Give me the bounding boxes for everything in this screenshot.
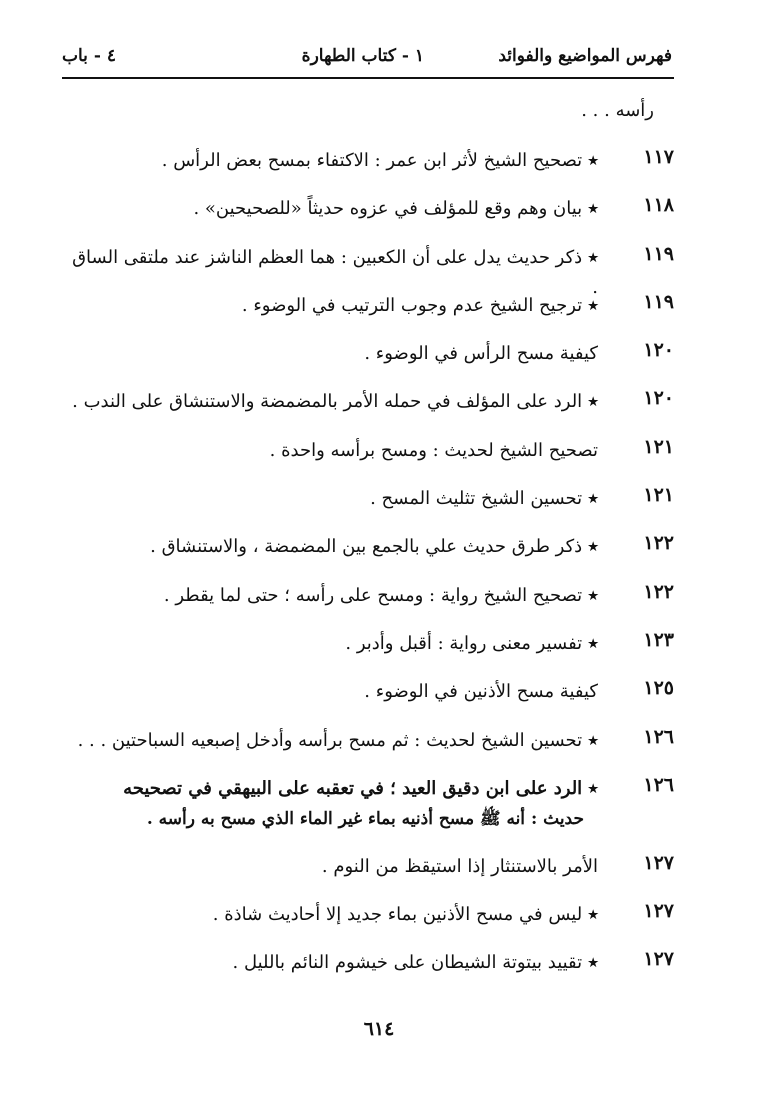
entry-text: ذكر طرق حديث علي بالجمع بين المضمضة ، والاستنشاق . xyxy=(150,536,583,558)
index-entry xyxy=(62,524,674,572)
entry-page-number: ١٢٥ xyxy=(643,677,674,700)
page-number: ٦١٤ xyxy=(363,1018,395,1040)
entry-text-block xyxy=(62,774,598,834)
entry-text: تصحيح الشيخ رواية : ومسح على رأسه ؛ حتى لما يقطر . xyxy=(163,584,583,606)
star-icon: ٭ xyxy=(588,777,598,799)
star-icon: ٭ xyxy=(588,584,598,606)
entry-text: الرد على المؤلف في حمله الأمر بالمضمضة والاستنشاق على الندب . xyxy=(72,391,583,413)
entry-text-block xyxy=(62,194,598,224)
entry-text-block xyxy=(62,291,598,321)
entry-text-block xyxy=(62,532,598,562)
entry-text: تصحيح الشيخ لأثر ابن عمر : الاكتفاء بمسح بعض الرأس . xyxy=(161,150,583,171)
entry-text: تحسين الشيخ لحديث : ثم مسح برأسه وأدخل إصبعيه السباحتين . . . xyxy=(77,729,583,751)
index-entry xyxy=(62,718,674,766)
header-divider xyxy=(62,77,674,79)
entry-text: بيان وهم وقع للمؤلف في عزوه حديثاً «للصحيحين» . xyxy=(193,198,583,220)
index-entry xyxy=(62,892,674,940)
entry-text-block xyxy=(62,948,598,978)
entry-page-number: ١٢٦ xyxy=(643,773,674,796)
star-icon: ٭ xyxy=(588,294,598,316)
index-entry xyxy=(62,235,674,298)
star-icon: ٭ xyxy=(588,729,598,751)
entry-text: الأمر بالاستنثار إذا استيقظ من النوم . xyxy=(321,855,598,877)
entry-text: تصحيح الشيخ لحديث : ومسح برأسه واحدة . xyxy=(269,439,598,461)
entry-text: كيفية مسح الرأس في الوضوء . xyxy=(364,343,598,365)
entry-text-block xyxy=(62,146,598,176)
index-entry xyxy=(62,844,674,892)
entry-text-block xyxy=(62,387,598,417)
star-icon: ٭ xyxy=(588,904,598,926)
star-icon: ٭ xyxy=(588,488,598,510)
running-header xyxy=(62,44,672,76)
index-entry xyxy=(62,621,674,669)
continuation-text: رأسه . . . xyxy=(581,100,654,121)
entry-page-number: ١٢٠ xyxy=(643,387,674,410)
header-book-title: ١ - كتاب الطهارة xyxy=(301,46,424,66)
entry-text-block xyxy=(62,629,598,659)
entry-text: ليس في مسح الأذنين بماء جديد إلا أحاديث شاذة . xyxy=(212,904,583,926)
entry-text: تحسين الشيخ تثليث المسح . xyxy=(370,488,583,510)
index-entry xyxy=(62,138,674,186)
entry-text: ذكر حديث يدل على أن الكعبين : هما العظم الناشز عند ملتقى الساق . xyxy=(72,246,598,298)
entry-text-block xyxy=(62,581,598,611)
index-entry xyxy=(62,476,674,524)
entry-text-block xyxy=(62,852,598,882)
index-entry xyxy=(62,331,674,379)
entry-page-number: ١٢٦ xyxy=(643,725,674,748)
star-icon: ٭ xyxy=(588,391,598,413)
star-icon: ٭ xyxy=(588,952,598,974)
entry-text: كيفية مسح الأذنين في الوضوء . xyxy=(364,681,598,703)
entry-page-number: ١٢٧ xyxy=(643,851,674,874)
index-entry xyxy=(62,573,674,621)
index-entry xyxy=(62,428,674,476)
star-icon: ٭ xyxy=(588,632,598,654)
entry-text-block xyxy=(62,900,598,930)
header-section-title: فهرس المواضيع والفوائد xyxy=(498,46,672,66)
continuation-line xyxy=(62,92,674,138)
entry-text-block xyxy=(62,339,598,369)
star-icon: ٭ xyxy=(588,246,598,268)
entry-page-number: ١١٩ xyxy=(643,242,674,265)
entry-page-number: ١٢١ xyxy=(643,484,674,507)
entry-text-block xyxy=(62,726,598,756)
entry-page-number: ١٢٧ xyxy=(643,900,674,923)
entry-text-block xyxy=(62,436,598,466)
star-icon: ٭ xyxy=(588,198,598,220)
header-chapter: ٤ - باب xyxy=(62,46,116,66)
entry-page-number: ١٢٣ xyxy=(643,628,674,651)
entry-page-number: ١٢١ xyxy=(643,435,674,458)
entry-page-number: ١٢٢ xyxy=(643,532,674,555)
index-entry xyxy=(62,283,674,331)
index-entries xyxy=(62,92,674,989)
entry-page-number: ١٢٧ xyxy=(643,948,674,971)
entry-text: تقييد بيتوتة الشيطان على خيشوم النائم بالليل . xyxy=(232,952,583,974)
entry-text-continuation: حديث : أنه ﷺ مسح أذنيه بماء غير الماء الذي مسح به رأسه . xyxy=(146,808,584,829)
entry-page-number: ١١٧ xyxy=(643,146,674,168)
entry-page-number: ١٢٢ xyxy=(643,580,674,603)
star-icon: ٭ xyxy=(588,536,598,558)
entry-text: ترجيح الشيخ عدم وجوب الترتيب في الوضوء . xyxy=(241,294,583,316)
index-entry xyxy=(62,940,674,988)
entry-text: تفسير معنى رواية : أقبل وأدبر . xyxy=(345,632,583,654)
entry-page-number: ١١٩ xyxy=(643,290,674,313)
index-entry xyxy=(62,379,674,427)
index-entry xyxy=(62,766,674,844)
entry-text: الرد على ابن دقيق العيد ؛ في تعقبه على البيهقي في تصحيحه xyxy=(123,777,583,799)
entry-text-block xyxy=(62,677,598,707)
index-entry xyxy=(62,186,674,234)
entry-page-number: ١٢٠ xyxy=(643,339,674,362)
star-icon: ٭ xyxy=(588,150,598,171)
index-entry xyxy=(62,669,674,717)
entry-text-block xyxy=(62,484,598,514)
entry-page-number: ١١٨ xyxy=(643,194,674,217)
